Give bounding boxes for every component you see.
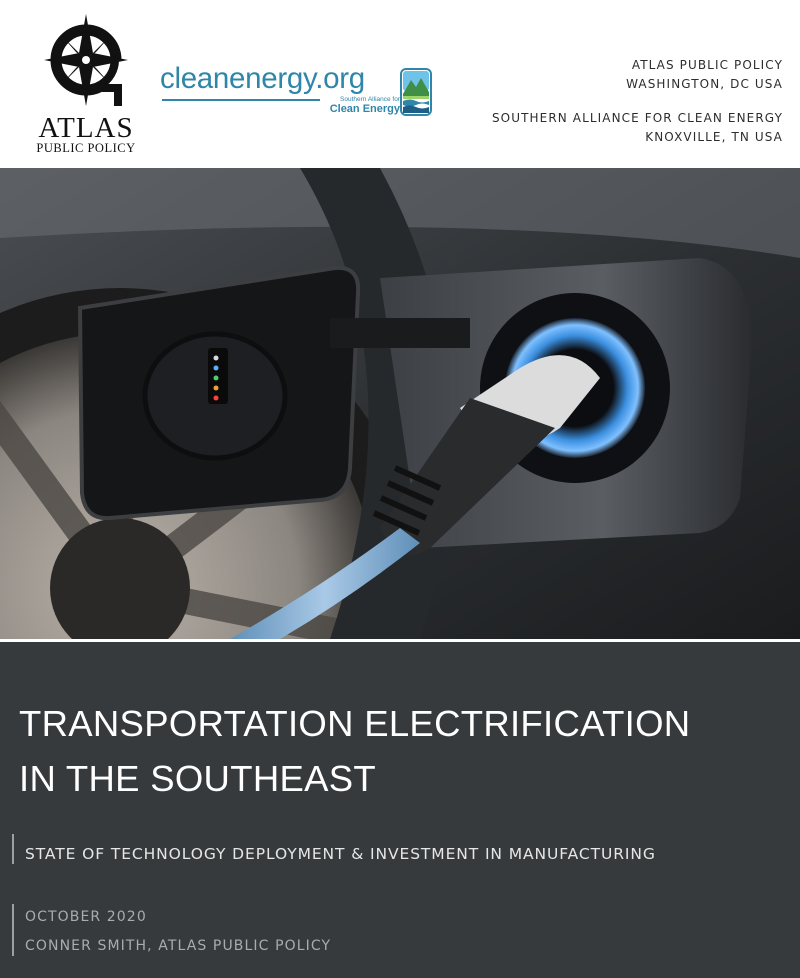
cleanenergy-underline [162, 99, 320, 101]
cleanenergy-wordmark: cleanenergy.org [160, 62, 365, 95]
report-date: OCTOBER 2020 [25, 909, 147, 925]
cover-title-panel [0, 642, 800, 978]
address-city-atlas: WASHINGTON, DC USA [626, 77, 783, 91]
atlas-logo-subtitle: PUBLIC POLICY [36, 141, 136, 155]
cleanenergy-org-logo [160, 62, 435, 122]
atlas-logo-wordmark: ATLAS [38, 112, 134, 144]
report-title-line-1: TRANSPORTATION ELECTRIFICATION [19, 703, 691, 744]
mountain-water-icon [400, 68, 432, 116]
report-title [19, 696, 789, 806]
report-author: CONNER SMITH, ATLAS PUBLIC POLICY [25, 938, 332, 954]
address-city-sace: KNOXVILLE, TN USA [645, 130, 783, 144]
address-org-atlas: ATLAS PUBLIC POLICY [631, 58, 783, 72]
ev-charging-photo [0, 168, 800, 639]
compass-rose-icon [44, 14, 128, 112]
subtitle-accent-bar [12, 834, 14, 864]
cleanenergy-tagline: Clean Energy [329, 103, 400, 115]
organization-addresses [492, 56, 783, 147]
report-subtitle: STATE OF TECHNOLOGY DEPLOYMENT & INVESTMENT IN MANUFACTURING [25, 845, 656, 863]
report-header [0, 0, 800, 168]
address-org-sace: SOUTHERN ALLIANCE FOR CLEAN ENERGY [491, 111, 783, 125]
cleanenergy-tagline-small: Southern Alliance for [340, 96, 400, 103]
report-title-line-2: IN THE SOUTHEAST [19, 758, 377, 799]
meta-accent-bar [12, 904, 14, 956]
atlas-public-policy-logo [30, 14, 142, 154]
ev-charger-illustration [0, 168, 800, 639]
